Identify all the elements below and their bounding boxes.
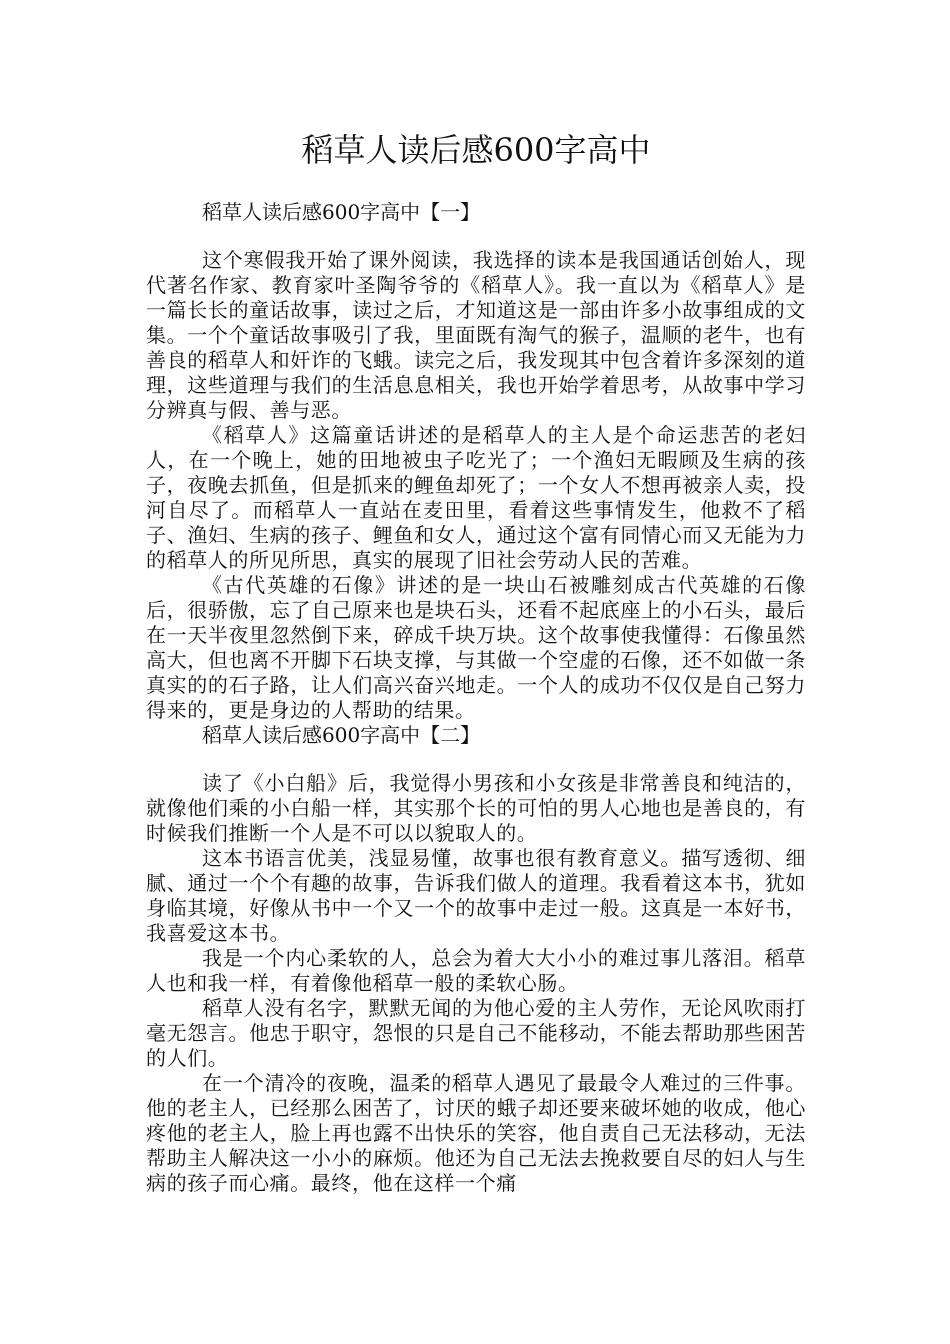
section-heading: 稻草人读后感600字高中【一】 xyxy=(202,200,481,224)
document-title: 稻草人读后感600字高中 xyxy=(301,131,651,169)
paragraph: 稻草人没有名字，默默无闻的为他心爱的主人劳作，无论风吹雨打毫无怨言。他忠于职守，怨恨的只是自己不能移动，不能去帮助那些困苦的人们。 xyxy=(146,996,806,1070)
paragraph: 在一个清冷的夜晚，温柔的稻草人遇见了最最令人难过的三件事。他的老主人，已经那么困苦了，讨厌的蛾子却还要来破坏她的收成，他心疼他的老主人，脸上再也露不出快乐的笑容，他自责自己无法移动，无法帮助主人解决这一小小的麻烦。他还为自己无法去挽救要自尽的妇人与生病的孩子而心痛。最终，他在这样一个痛 xyxy=(146,1071,806,1195)
paragraph: 《稻草人》这篇童话讲述的是稻草人的主人是个命运悲苦的老妇人，在一个晚上，她的田地被虫子吃光了；一个渔妇无暇顾及生病的孩子，夜晚去抓鱼，但是抓来的鲤鱼却死了；一个女人不想再被亲人卖，投河自尽了。而稻草人一直站在麦田里，看着这些事情发生，他救不了稻子、渔妇、生病的孩子、鲤鱼和女人，通过这个富有同情心而又无能为力的稻草人的所见所思，真实的展现了旧社会劳动人民的苦难。 xyxy=(146,423,806,572)
paragraph: 这个寒假我开始了课外阅读，我选择的读本是我国通话创始人，现代著名作家、教育家叶圣陶爷爷的《稻草人》。我一直以为《稻草人》是一篇长长的童话故事，读过之后，才知道这是一部由许多小故事组成的文集。一个个童话故事吸引了我，里面既有淘气的猴子，温顺的老牛，也有善良的稻草人和奸诈的飞蛾。读完之后，我发现其中包含着许多深刻的道理，这些道理与我们的生活息息相关，我也开始学着思考，从故事中学习分辨真与假、善与恶。 xyxy=(146,248,806,422)
section-one xyxy=(146,200,806,723)
paragraph: 这本书语言优美，浅显易懂，故事也很有教育意义。描写透彻、细腻、通过一个个有趣的故事，告诉我们做人的道理。我看着这本书，犹如身临其境，好像从书中一个又一个的故事中走过一般。这真是一本好书，我喜爱这本书。 xyxy=(146,846,806,945)
paragraph: 我是一个内心柔软的人，总会为着大大小小的难过事儿落泪。稻草人也和我一样，有着像他稻草一般的柔软心肠。 xyxy=(146,946,806,995)
document-page xyxy=(146,128,806,1196)
paragraph: 《古代英雄的石像》讲述的是一块山石被雕刻成古代英雄的石像后，很骄傲，忘了自己原来也是块石头，还看不起底座上的小石头，最后在一天半夜里忽然倒下来，碎成千块万块。这个故事使我懂得：石像虽然高大，但也离不开脚下石块支撑，与其做一个空虚的石像，还不如做一条真实的的石子路，让人们高兴奋兴地走。一个人的成功不仅仅是自己努力得来的，更是身边的人帮助的结果。 xyxy=(146,573,806,722)
section-heading: 稻草人读后感600字高中【二】 xyxy=(202,723,481,747)
section-two xyxy=(146,723,806,1196)
paragraph: 读了《小白船》后，我觉得小男孩和小女孩是非常善良和纯洁的，就像他们乘的小白船一样，其实那个长的可怕的男人心地也是善良的，有时候我们推断一个人是不可以以貌取人的。 xyxy=(146,771,806,845)
